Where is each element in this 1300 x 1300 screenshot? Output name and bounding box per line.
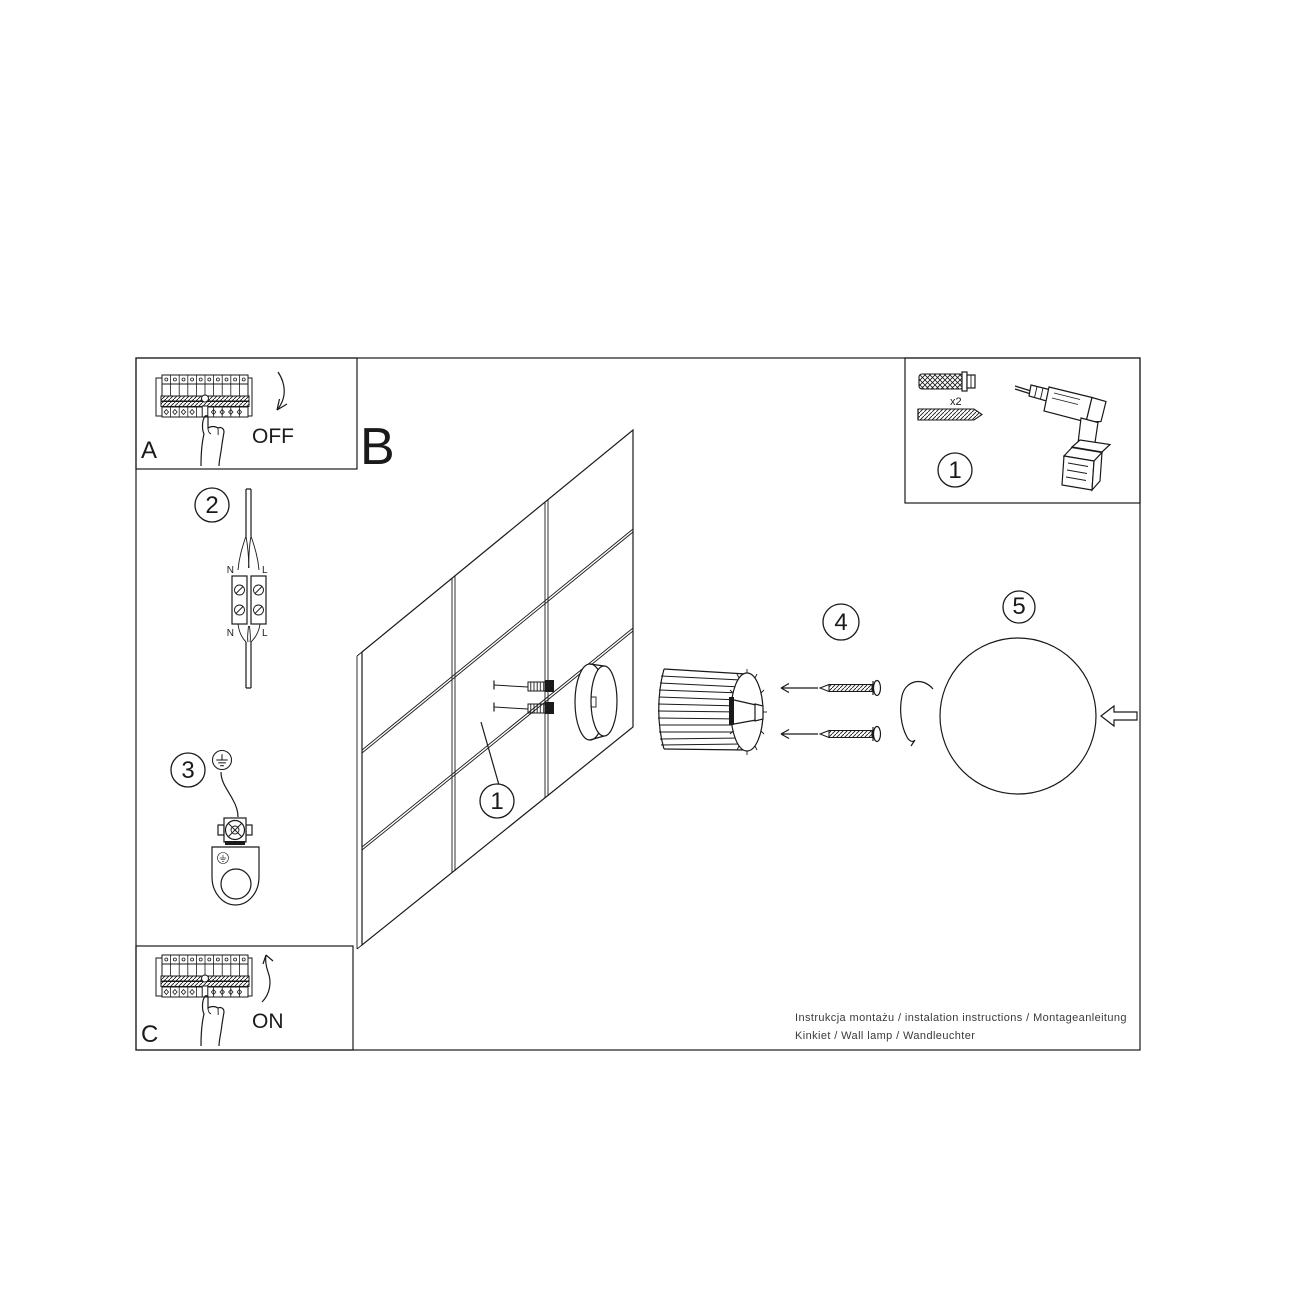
step-c-label: C (141, 1021, 159, 1048)
on-label: ON (252, 1010, 284, 1033)
glass-ball-icon (940, 638, 1096, 794)
step-1-number: 1 (490, 788, 504, 815)
grounding-step (171, 751, 259, 906)
off-label: OFF (252, 425, 294, 448)
wall-plug-screw-icon (494, 702, 554, 714)
quantity-label: x2 (950, 396, 962, 408)
on-arrow-icon (262, 955, 273, 1002)
wall-canopy-icon (575, 664, 617, 740)
hand-icon (201, 416, 224, 466)
drill-icon (1015, 385, 1110, 490)
ground-terminal-icon (218, 818, 252, 845)
screw-arrow-icon (781, 730, 818, 739)
step-b-label: B (360, 418, 395, 476)
terminal-l-top-label: L (262, 565, 268, 576)
wire-connector-icon (232, 489, 266, 688)
ground-symbol-icon (213, 751, 232, 770)
tiled-wall (357, 430, 633, 949)
mounting-bracket-icon (212, 847, 259, 905)
step-a-label: A (141, 437, 158, 464)
wiring-step (195, 488, 268, 688)
parts-step-number: 1 (948, 457, 962, 484)
terminal-n-top-label: N (226, 565, 234, 576)
parts-box (905, 358, 1140, 503)
breaker-panel-icon (156, 375, 252, 417)
long-screw-icon (918, 409, 982, 420)
screw-icon (820, 727, 881, 742)
step-4-number: 4 (834, 609, 848, 636)
insert-arrow-icon (1101, 706, 1137, 726)
ground-wire (221, 772, 238, 817)
shade-collar-icon (901, 682, 933, 746)
wall-plug-screw-icon (494, 680, 554, 692)
terminal-n-bottom-label: N (226, 628, 234, 639)
footer-line-2: Kinkiet / Wall lamp / Wandleuchter (795, 1030, 976, 1042)
leader-line (481, 722, 499, 785)
screw-arrow-icon (781, 684, 818, 693)
screw-icon (820, 681, 881, 696)
step-2-number: 2 (205, 492, 219, 519)
shade-step (901, 591, 1137, 794)
hand-icon (201, 996, 224, 1046)
lamp-body-icon (658, 669, 767, 755)
off-arrow-icon (277, 372, 287, 410)
power-off-panel (136, 358, 357, 469)
breaker-panel-icon (156, 955, 252, 997)
screws-step (781, 604, 881, 742)
footer-line-1: Instrukcja montażu / instalation instructions / Montageanleitung (795, 1012, 1127, 1024)
power-on-panel (136, 946, 353, 1050)
step-3-number: 3 (181, 757, 195, 784)
wall-plug-icon (919, 372, 975, 391)
terminal-l-bottom-label: L (262, 628, 268, 639)
step-5-number: 5 (1012, 593, 1026, 620)
